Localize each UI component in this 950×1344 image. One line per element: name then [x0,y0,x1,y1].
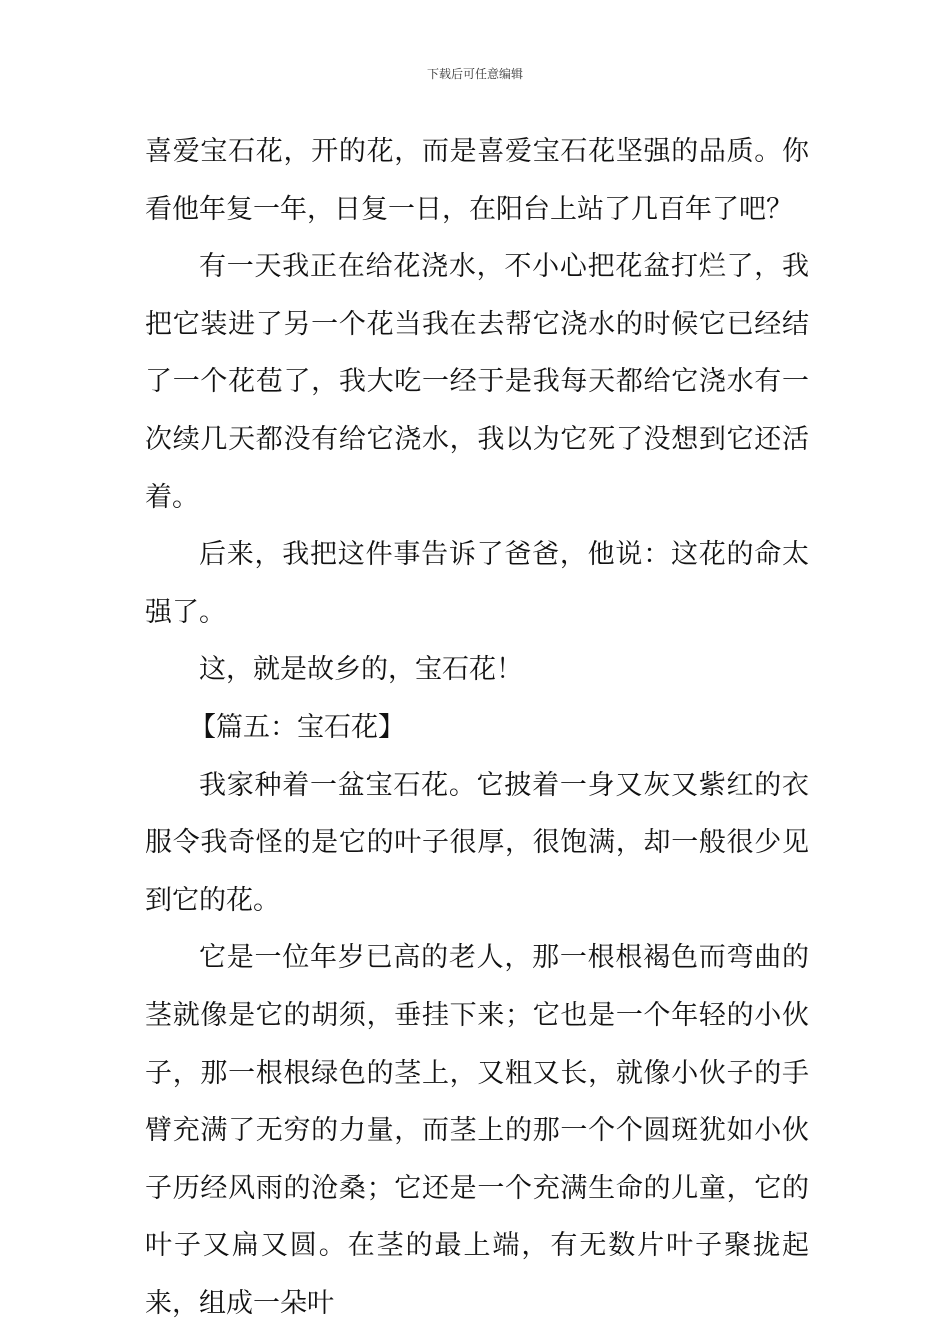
document-body [145,123,809,1332]
paragraph-1: 喜爱宝石花，开的花，而是喜爱宝石花坚强的品质。你看他年复一年，日复一日，在阳台上站了几百年了吧？ [145,136,809,225]
page-header: 下载后可任意编辑 [426,67,523,81]
paragraph-3: 后来，我把这件事告诉了爸爸，他说：这花的命太强了。 [145,539,809,628]
paragraph-6: 我家种着一盆宝石花。它披着一身又灰又紫红的衣服令我奇怪的是它的叶子很厚，很饱满，却一般很少见到它的花。 [145,769,809,916]
section-heading: 【篇五：宝石花】 [189,711,405,743]
paragraph-4: 这，就是故乡的，宝石花！ [199,654,523,686]
paragraph-7: 它是一位年岁已高的老人，那一根根褐色而弯曲的茎就像是它的胡须，垂挂下来；它也是一个年轻的小伙子，那一根根绿色的茎上，又粗又长，就像小伙子的手臂充满了无穷的力量，而茎上的那一个个圆斑犹如小伙子历经风雨的沧桑；它还是一个充满生命的儿童，它的叶子又扁又圆。在茎的最上端，有无数片叶子聚拢起来，组成一朵叶 [145,942,809,1319]
paragraph-2: 有一天我正在给花浇水，不小心把花盆打烂了，我把它装进了另一个花当我在去帮它浇水的时候它已经结了一个花苞了，我大吃一经于是我每天都给它浇水有一次续几天都没有给它浇水，我以为它死了没想到它还活着。 [145,251,809,513]
